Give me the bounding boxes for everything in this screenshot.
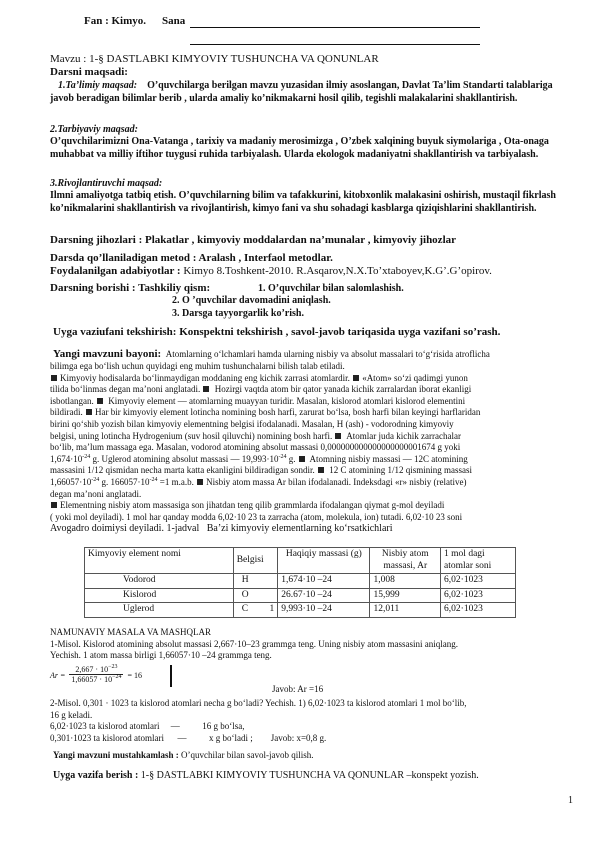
- procedure-step-2: 2. O ’quvchilar davomadini aniqlash.: [172, 295, 331, 306]
- new-topic-section: [50, 348, 580, 535]
- new-topic-line: 12 C atomining 1/12 qismining massasi: [329, 465, 472, 476]
- new-topic-line: Elementning nisbiy atom massasiga son jihatdan teng qilib grammlarda ifodalangan qiymat g-mol deyiladi: [60, 500, 445, 511]
- subject-label: Fan : Kimyo.: [84, 15, 147, 27]
- table-row: [85, 588, 516, 603]
- table-cell: O: [233, 588, 278, 603]
- bullet-square-icon: [197, 479, 203, 485]
- problems-heading: NAMUNAVIY MASALA VA MASHQLAR: [50, 627, 211, 637]
- problem-2-line: 0,301·1023 ta kislorod atomlari — x g bo‘ladi ; Javob: x=0,8 g.: [50, 732, 327, 743]
- formula-denominator: [69, 675, 123, 684]
- homework-label: Uyga vazifa berish :: [53, 770, 139, 781]
- goals-heading: Darsni maqsadi:: [50, 66, 128, 78]
- exponent: −23: [108, 664, 118, 670]
- table-header-cell: Belgisi: [233, 548, 278, 574]
- new-topic-line: degan ma’noni anglatadi.: [50, 488, 142, 499]
- table-header-cell: 1 mol dagi atomlar soni: [441, 548, 516, 574]
- table-cell: Kislorod: [85, 588, 234, 603]
- problem-2-line: 6,02·1023 ta kislorod atomlari — 16 g bo‘lsa,: [50, 721, 245, 732]
- formula-rhs: = 16: [127, 671, 142, 681]
- problem-1-line: Yechish. 1 atom massa birligi 1,66057·10 –24 grammga teng.: [50, 650, 272, 661]
- new-topic-line: birini qo‘shib yozish bilan kimyoviy elementning belgisi ifodalanadi. Masalan, H (ash) - vodorodning kimyoviy: [50, 418, 454, 429]
- goal-1-text: O’quvchilarga berilgan mavzu yuzasidan ilmiy asoslangan, Davlat Ta’lim Standarti talablariga javob beradigan bilimlar berib , ularda amaliy ko’nikmakarni hosil qilib, tegishli malakalarini shakllantirish.: [50, 80, 553, 104]
- new-topic-line: tilida bo‘linmas degan ma’noni anglatadi.: [50, 384, 201, 395]
- new-topic-line: belgisi, uning lotincha Hydrogenium (suv hosil qiluvchi) nomining bosh harfi.: [50, 430, 333, 441]
- consolidation-line: [53, 750, 314, 762]
- bullet-square-icon: [97, 398, 103, 404]
- consolidation-text: O’quvchilar bilan savol-javob qilish.: [181, 750, 314, 760]
- bullet-square-icon: [335, 433, 341, 439]
- goal-2-text: O’quvchilarimizni Ona-Vatanga , tarixiy va madaniy merosimizga , O’zbek xalqining buyuk siymolariga , Ota-onaga muhabbat va milliy iftihor tuygusi ruhida tarbiyalash. Ularda ekologok madaniyatni shakllantirish va tarbiyalash.: [50, 136, 549, 160]
- problem-2-line: 2-Misol. 0,301 · 1023 ta kislorod atomlari necha g bo‘ladi? Yechish. 1) 6,02·1023 ta kislorod atomlari 1 mol bo‘lib,: [50, 698, 467, 708]
- table-cell: 9,993·10 –24: [278, 603, 370, 618]
- new-topic-line: Avogadro doimiysi deyiladi. 1-jadval: [50, 523, 200, 535]
- new-topic-line: ( yoki mol deyiladi). 1 mol har qanday modda 6,02·10 23 ta zarracha (atom, molekula, ion) tutadi. 6,02·10 23 soni: [50, 511, 463, 522]
- new-topic-line: Atomlar juda kichik zarrachalar: [346, 430, 461, 441]
- new-topic-line: Hozirgi vaqtda atom bir qator yanada kichik zarralardan iborat ekanligi: [214, 384, 472, 395]
- problem-2-line: 16 g keladi.: [50, 709, 93, 720]
- new-topic-line: g.: [286, 453, 296, 464]
- new-topic-line: Kimyoviy hodisalarda bo‘linmaydigan moddaning eng kichik zarrasi atomlardir.: [60, 372, 350, 383]
- table-cell: 6,02·1023: [441, 574, 516, 589]
- table-caption: Ba’zi kimyoviy elementlarning ko‘rsatkichlari: [206, 523, 393, 535]
- new-topic-line: bilimga ega bo‘lish uchun quyidagi eng muhim tushunchalarni bilish talab etiladi.: [50, 361, 345, 371]
- goal-2-label: 2.Tarbiyaviy maqsad:: [50, 124, 138, 135]
- table-header-cell: Nisbiy atom massasi, Ar: [370, 548, 441, 574]
- date-underline-2: [190, 44, 480, 45]
- exponent: -24: [278, 453, 287, 460]
- exponent: −24: [112, 674, 122, 680]
- topic-line: Mavzu : 1-§ DASTLABKI KIMYOVIY TUSHUNCHA VA QONUNLAR: [50, 53, 379, 65]
- table-cell: [233, 603, 278, 618]
- table-cell: 6,02·1023: [441, 588, 516, 603]
- new-topic-line: 1,674·10: [50, 453, 83, 464]
- table-cell: 1,674·10 –24: [278, 574, 370, 589]
- bullet-square-icon: [51, 375, 57, 381]
- table-cell: 26.67·10 –24: [278, 588, 370, 603]
- table-cell: Uglerod: [85, 603, 234, 618]
- table-cell: Vodorod: [85, 574, 234, 589]
- new-topic-line: 1,66057·10: [50, 476, 92, 487]
- new-topic-line: massasini 1/12 qismidan necha marta katta ekanligini bildiradigan sondir.: [50, 465, 315, 476]
- new-topic-line: Kimyoviy element — atomlarning muayyan turidir. Masalan, kislorod atomlari kislorod elementini: [108, 395, 466, 406]
- exponent: -24: [91, 476, 100, 483]
- table-cell: H: [233, 574, 278, 589]
- table-cell: 12,011: [370, 603, 441, 618]
- new-topic-line: Atomlarning o‘lchamlari hamda ularning nisbiy va absolut massalari to‘g‘risida atroflicha: [165, 349, 490, 359]
- new-topic-line: =1 m.a.b.: [157, 476, 194, 487]
- procedure-step-3: 3. Darsga tayyorgarlik ko’rish.: [172, 308, 304, 319]
- procedure-label: Darsning borishi : Tashkiliy qism:: [50, 282, 211, 294]
- literature-line: [50, 265, 492, 278]
- table-row: [85, 603, 516, 618]
- elements-table: [84, 547, 516, 618]
- table-header-row: [85, 548, 516, 574]
- table-cell: 1,008: [370, 574, 441, 589]
- problem-1-line: 1-Misol. Kislorod atomining absolut massasi 2,667·10–23 grammga teng. Uning nisbiy atom massasini aniqlang.: [50, 638, 458, 649]
- exponent: -24: [82, 453, 91, 460]
- method-line: Darsda qo’llaniladigan metod : Aralash , Interfaol metodlar.: [50, 252, 333, 264]
- bullet-square-icon: [353, 375, 359, 381]
- goal-3-label: 3.Rivojlantiruvchi maqsad:: [50, 178, 163, 189]
- bullet-square-icon: [318, 467, 324, 473]
- page-number: 1: [568, 795, 573, 806]
- date-underline-1: [190, 27, 480, 28]
- homework-check-line: Uyga vaziufani tekshirish: Konspektni tekshirish , savol-javob tariqasida uyga vazifani so’rash.: [53, 326, 501, 338]
- new-topic-line: isbotlangan.: [50, 395, 94, 406]
- literature-text: Kimyo 8.Toshkent-2010. R.Asqarov,N.X.To’xtaboyev,K.G’.G’opirov.: [183, 265, 492, 277]
- goal-1: [50, 80, 570, 105]
- bullet-square-icon: [203, 386, 209, 392]
- new-topic-line: Har bir kimyoviy element lotincha nomining bosh harfi, zarurat bo‘lsa, bosh harfi bilan keyingi harflaridan: [95, 407, 481, 418]
- formula-num-text: 2,667 · 10: [75, 665, 109, 674]
- equipment-line: Darsning jihozlari : Plakatlar , kimyoviy moddalardan na’munalar , kimyoviy jihozlar: [50, 234, 457, 246]
- homework-line: [53, 770, 479, 783]
- bullet-square-icon: [299, 456, 305, 462]
- consolidation-label: Yangi mavzuni mustahkamlash :: [53, 750, 179, 760]
- new-topic-line: g. Uglerod atomining absolut massasi — 19,993·10: [90, 453, 279, 464]
- goal-3-text: Ilmni amaliyotga tatbiq etish. O’quvchilarning bilim va tafakkurini, kitobxonlik malakasini oshirish, mustaqil fikrlash ko’nikmalarini shakllantirish va rivojlantirish, kimyo fani va shu sohadagi kasblarga qiziqishlarini shakllantirish.: [50, 190, 556, 214]
- literature-label: Foydalanilgan adabiyotlar :: [50, 265, 181, 277]
- bullet-square-icon: [51, 502, 57, 508]
- table-header-cell: Haqiqiy massasi (g): [278, 548, 370, 574]
- formula-bar: [170, 665, 172, 687]
- formula-den-text: 1,66057 · 10: [71, 675, 113, 684]
- answer-1: Javob: Ar =16: [272, 684, 324, 694]
- goal-1-label: 1.Ta’limiy maqsad:: [58, 80, 138, 91]
- new-topic-label: Yangi mavzuni bayoni:: [53, 348, 162, 360]
- formula-fraction: [69, 665, 123, 684]
- date-label: Sana: [162, 15, 186, 27]
- procedure-step-1: 1. O’quvchilar bilan salomlashish.: [258, 283, 404, 294]
- table-header-cell: Kimyoviy element nomi: [85, 548, 234, 574]
- exponent: -24: [149, 476, 158, 483]
- problem-2: [50, 698, 590, 744]
- formula: [50, 665, 180, 684]
- bullet-square-icon: [86, 409, 92, 415]
- new-topic-line: g. 166057·10: [99, 476, 150, 487]
- new-topic-line: «Atom» so‘zi qadimgi yunon: [362, 372, 468, 383]
- formula-lhs: Ar =: [50, 671, 66, 681]
- new-topic-line: Atomning nisbiy massasi — 12C atomining: [309, 453, 468, 464]
- problems-section: [50, 627, 585, 662]
- new-topic-line: bildiradi.: [50, 407, 83, 418]
- homework-text: 1-§ DASTLABKI KIMYOVIY TUSHUNCHA VA QONUNLAR –konspekt yozish.: [140, 770, 479, 781]
- symbol-text: C: [241, 604, 249, 614]
- table-row: [85, 574, 516, 589]
- table-cell: 6,02·1023: [441, 603, 516, 618]
- table-cell: 15,999: [370, 588, 441, 603]
- new-topic-line: Nisbiy atom massa Ar bilan ifodalanadi. Indeksdagi «r» nisbiy (relative): [206, 476, 467, 487]
- new-topic-line: bo‘lib, ma’lum massaga ega. Masalan, vodorod atomining absolut massasi 0,000000000000000000001674 g yoki: [50, 442, 461, 453]
- stray-digit: 1: [269, 604, 275, 614]
